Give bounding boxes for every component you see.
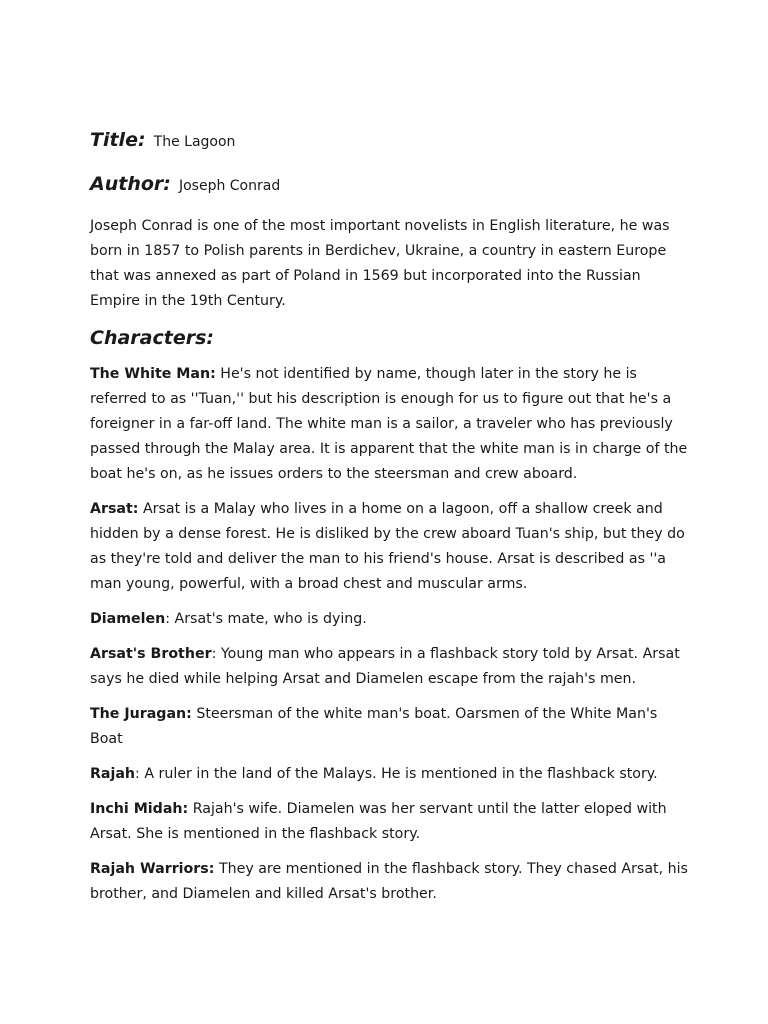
character-name: The Juragan: [90, 706, 192, 722]
character-name: Inchi Midah: [90, 801, 189, 817]
character-description: Arsat's mate, who is dying. [174, 611, 367, 627]
character-name: The White Man: [90, 366, 216, 382]
character-description: Rajah's wife. Diamelen was her servant until the latter eloped with Arsat. She is mentioned in the flashback story. [90, 801, 667, 842]
title-line [90, 126, 690, 156]
character-separator: : [211, 646, 221, 662]
character-entry [90, 797, 690, 847]
character-separator: : [135, 766, 145, 782]
character-entry [90, 607, 690, 632]
author-line [90, 170, 690, 200]
author-value: Joseph Conrad [178, 178, 281, 194]
author-label: Author: [90, 173, 171, 195]
title-label: Title: [90, 129, 146, 151]
author-bio-paragraph: Joseph Conrad is one of the most important novelists in English literature, he was born in 1857 to Polish parents in Berdichev, Ukraine, a country in eastern Europe that was annexed as part of Poland in 1569 but incorporated into the Russian Empire in the 19th Century. [90, 218, 670, 309]
character-entry [90, 762, 690, 787]
character-description: Arsat is a Malay who lives in a home on a lagoon, off a shallow creek and hidden by a dense forest. He is disliked by the crew aboard Tuan's ship, but they do as they're told and deliver the man to his friend's house. Arsat is described as ''a man young, powerful, with a broad chest and muscular arms. [90, 501, 685, 592]
character-entry [90, 857, 690, 907]
character-name: Diamelen [90, 611, 166, 627]
character-name: Arsat's Brother [90, 646, 212, 662]
character-entry [90, 702, 690, 752]
character-entry [90, 642, 690, 692]
character-name: Rajah Warriors: [90, 861, 215, 877]
character-separator: : [165, 611, 175, 627]
title-value: The Lagoon [153, 134, 236, 150]
document-page [90, 126, 690, 917]
character-description: Steersman of the white man's boat. Oarsmen of the White Man's Boat [90, 706, 658, 747]
character-entry [90, 497, 690, 597]
character-description: They are mentioned in the flashback story. They chased Arsat, his brother, and Diamelen and killed Arsat's brother. [90, 861, 688, 902]
character-description: Young man who appears in a flashback story told by Arsat. Arsat says he died while helping Arsat and Diamelen escape from the rajah's men. [90, 646, 680, 687]
character-entry [90, 362, 690, 487]
character-name: Arsat: [90, 501, 139, 517]
character-name: Rajah [90, 766, 136, 782]
characters-heading: Characters: [90, 327, 214, 349]
character-description: He's not identified by name, though later in the story he is referred to as ''Tuan,'' but his description is enough for us to figure out that he's a foreigner in a far-off land. The white man is a sailor, a traveler who has previously passed through the Malay area. It is apparent that the white man is in charge of the boat he's on, as he issues orders to the steersman and crew aboard. [90, 366, 688, 482]
character-description: A ruler in the land of the Malays. He is mentioned in the flashback story. [144, 766, 658, 782]
